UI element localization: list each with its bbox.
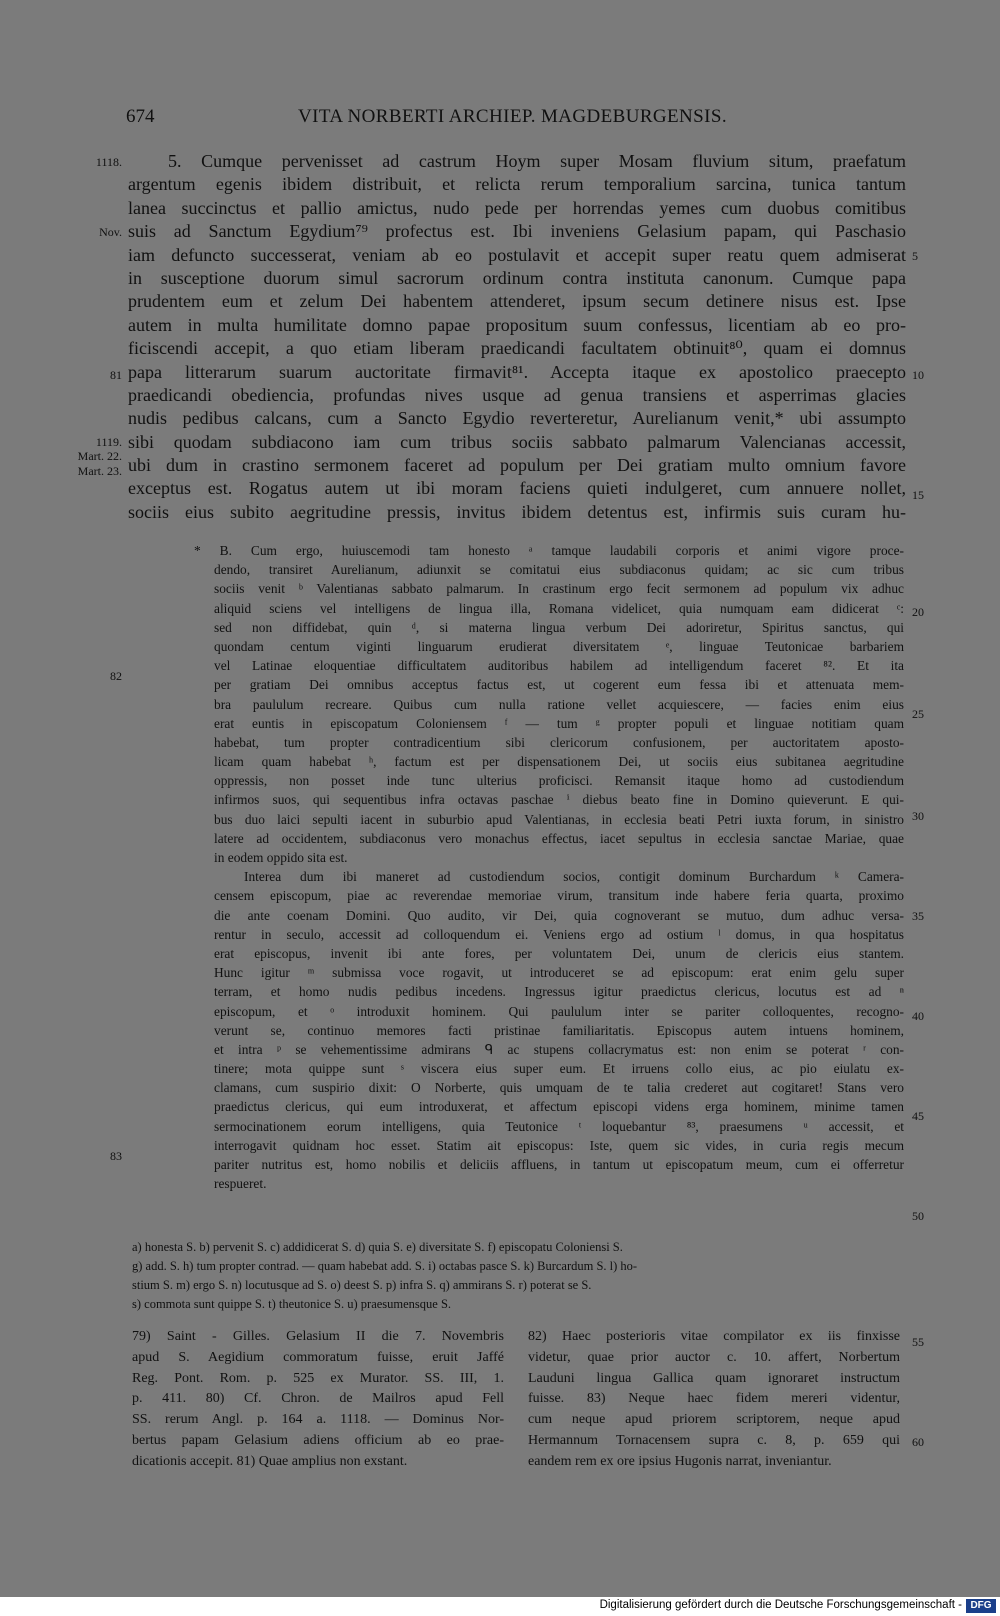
running-title: VITA NORBERTI ARCHIEP. MAGDEBURGENSIS. xyxy=(298,106,727,127)
funding-credit: Digitalisierung gefördert durch die Deutsche Forschungsgemeinschaft - xyxy=(599,1599,962,1611)
footnote-line: videtur, quae prior auctor c. 10. affert, Norbertum xyxy=(528,1349,900,1365)
note-line: infirmos suos, qui sequentibus infra octavas paschae ⁱ diebus beato fine in Domino quieverunt. E qui- xyxy=(214,792,904,808)
note-line: terram, et homo nudis pedibus incedens. Ingressus igitur praedictus clericus, locutus est ad ⁿ xyxy=(214,984,904,1000)
note-line: verunt se, continuo memores facti pristinae familiaritatis. Episcopus autem intuens hominem, xyxy=(214,1022,904,1038)
note-line: respueret. xyxy=(214,1176,267,1192)
text-line: autem in multa humilitate domno papae propositum suum confessus, licentiam ab eo pro- xyxy=(128,314,906,335)
margin-year-1119: 1119. xyxy=(95,435,122,449)
note-line: sed non diffidebat, quin ᵈ, si materna lingua verbum Dei adoriretur, Spiritus sanctus, qui xyxy=(214,619,904,635)
note-line: pariter nutritus est, homo nobilis et deliciis affluens, in tantum ut episcopatum meum, cum ei offerretur xyxy=(214,1157,904,1172)
footnote-line: Lauduni lingua Gallica quam ignoraret instructum xyxy=(528,1370,900,1386)
line-number: 20 xyxy=(912,605,924,619)
note-line: habebat, tum propter contradicentium sibi clericorum confusionem, per auctoritatem aposto- xyxy=(214,734,904,750)
note-line: licam quam habebat ʰ, factum est per dispensationem Dei, ut sociis eius subitanea aegritudine xyxy=(214,754,904,770)
page-header xyxy=(0,106,1000,136)
variant-line: g) add. S. h) tum propter contrad. — quam habebat add. S. i) octabas pasce S. k) Burcardum S. l) ho- xyxy=(132,1259,638,1273)
footnote-line: 82) Haec posterioris vitae compilator ex iis finxisse xyxy=(528,1329,900,1344)
text-line: argentum egenis ibidem distribuit, et relicta rerum temporalium sarcina, tunica tantum xyxy=(128,174,906,195)
digitization-footer xyxy=(0,1597,1000,1616)
margin-note-81: 81 xyxy=(110,368,122,382)
footnote-line: SS. rerum Angl. p. 164 a. 1118. — Dominus Nor- xyxy=(132,1412,504,1428)
footnote-line: eandem rem ex ore ipsius Hugonis narrat, inveniantur. xyxy=(528,1453,832,1469)
margin-year-1118: 1118. xyxy=(95,155,122,169)
margin-nov: Nov. xyxy=(99,225,122,239)
line-number: 5 xyxy=(912,249,918,263)
note-line: Hunc igitur ᵐ submissa voce rogavit, ut introduceret se ad episcopum: erat enim gelu super xyxy=(214,965,904,981)
footnote-line: 79) Saint - Gilles. Gelasium II die 7. Novembris xyxy=(132,1329,504,1344)
note-line: clamans, cum suspirio dixit: O Norberte, quis umquam de te talia crederet aut cogitaret! Stans vero xyxy=(214,1080,904,1096)
line-number: 50 xyxy=(912,1209,924,1223)
note-line: censem episcopum, piae ac reverendae memoriae virum, transitum inde habere feria quarta, proximo xyxy=(214,888,904,904)
text-line: prudentem eum et zelum Dei habentem attenderet, ipsum secum detinere nisus est. Ipse xyxy=(128,291,906,312)
footnote-line: apud S. Aegidium commoratum fuisse, eruit Jaffé xyxy=(132,1349,504,1365)
note-line: interrogavit quidnam hoc esset. Statim ait episcopus: Iste, quem sic vides, in curia regis mecum xyxy=(214,1137,904,1153)
footnotes-right-column xyxy=(528,1327,900,1473)
note-line: bus duo laici sepulti iacent in suburbio apud Valentianas, in ecclesia beati Petri iuxta forum, in sinistro xyxy=(214,811,904,827)
note-line: aliquid sciens vel intelligens de lingua illa, Romana videlicet, quia numquam eam didicerat ᶜ: xyxy=(214,600,904,616)
page-number: 674 xyxy=(126,106,155,127)
footnote-line: p. 411. 80) Cf. Chron. de Mailros apud Fell xyxy=(132,1391,504,1407)
note-line: sermocinationem eorum intelligens, quia Teutonice ᵗ loquebantur ⁸³, praesumens ᵘ accessit, et xyxy=(214,1118,904,1134)
footnote-line: bertus papam Gelasium adiens officium ab eo prae- xyxy=(132,1432,504,1448)
note-line: latere ad occidentem, subdiaconus vero monachus effectus, iacet sepultus in ecclesia sanctae Mariae, quae xyxy=(214,830,904,846)
dfg-logo: DFG xyxy=(966,1599,996,1613)
text-line: exceptus est. Rogatus autem ut ibi moram faciens quieti indulgeret, cum annuere nollet, xyxy=(128,478,906,499)
note-line: in eodem oppido sita est. xyxy=(214,850,348,865)
margin-note-82: 82 xyxy=(110,669,122,683)
variant-line: a) honesta S. b) pervenit S. c) addidicerat S. d) quia S. e) diversitate S. f) episcopatu Coloniensi S. xyxy=(132,1240,623,1254)
note-line: sociis venit ᵇ Valentianas sabbato palmarum. In crastinum ergo fecit sermonem ad populum vix adhuc xyxy=(214,581,904,597)
footnotes-left-column xyxy=(132,1327,504,1473)
note-line: et intra ᵖ se vehementissime admirans ᑫ ac stupens collacrymatus est: non enim se poterat ʳ con- xyxy=(214,1041,904,1057)
margin-note-83: 83 xyxy=(110,1149,122,1163)
note-line: vel Latinae eloquentiae difficultatem auditoribus habilem ad intelligendum faceret ⁸². Et ita xyxy=(214,658,904,674)
variant-line: s) commota sunt quippe S. t) theutonice S. u) praesumensque S. xyxy=(132,1297,452,1311)
text-line: lanea succinctus et pallio amictus, nudo pede per horrendas yemes cum duobus comitibus xyxy=(128,197,906,218)
text-line: sibi quodam subdiacono iam cum tribus sociis sabbato palmarum Valencianas accessit, xyxy=(128,431,906,452)
note-line: * B. Cum ergo, huiuscemodi tam honesto ᵃ tamque laudabili corporis et animi vigore proce- xyxy=(194,543,904,558)
note-line: praedictus clericus, qui eum introduxerat, et affectum episcopi videns erga hominem, minime tamen xyxy=(214,1099,904,1115)
footnote-line: dicationis accepit. 81) Quae amplius non exstant. xyxy=(132,1453,408,1469)
text-line: iam defuncto successerat, veniam ab eo postulavit et accepit super reatu quem admiserat xyxy=(128,244,906,265)
note-line: oppressis, non posset inde tunc ulterius proficisci. Remansit itaque homo ad custodiendum xyxy=(214,773,904,789)
note-line: erat episcopus, invenit ibi ante fores, per voluntatem Dei, unum de clericis eius stantem. xyxy=(214,945,904,961)
text-line: sociis eius subito aegritudine pressis, invitus ibidem detentus est, infirmis suis curam hu- xyxy=(128,501,906,522)
line-number: 45 xyxy=(912,1109,924,1123)
footnote-line: Hermannum Tornacensem supra c. 8, p. 659 qui xyxy=(528,1432,900,1448)
line-number: 60 xyxy=(912,1435,924,1449)
line-number: 35 xyxy=(912,909,924,923)
text-line: ubi dum in crastino sermonem faceret ad populum per Dei gratiam multo omnium favore xyxy=(128,455,906,476)
text-line: praedicandi obediencia, profundas nives usque ad genua transiens et asperrimas glacies xyxy=(128,384,906,405)
line-number: 10 xyxy=(912,368,924,382)
footnote-line: cum neque apud priorem scriptorem, neque apud xyxy=(528,1412,900,1428)
note-line: quondam centum viginti linguarum erudierat diversitatem ᵉ, linguae Teutonicae barbariem xyxy=(214,638,904,654)
note-line: episcopum, et ᵒ introduxit hominem. Qui paululum inter se pariter colloquentes, recogno- xyxy=(214,1003,904,1019)
margin-mart-22: Mart. 22. xyxy=(77,449,122,463)
variant-line: stium S. m) ergo S. n) locutusque ad S. o) deest S. p) infra S. q) ammirans S. r) poterat se S. xyxy=(132,1278,592,1292)
line-number: 40 xyxy=(912,1009,924,1023)
footnotes xyxy=(132,1327,908,1467)
text-line: nudis pedibus calcans, cum a Sancto Egydio reverteretur, Aurelianum venit,* ubi assumpto xyxy=(128,408,906,429)
text-line: ficiscendi accepit, a quo etiam liberam praedicandi facultatem obtinuit⁸⁰, quam ei domnus xyxy=(128,338,906,359)
line-number: 15 xyxy=(912,488,924,502)
note-line: Interea dum ibi maneret ad custodiendum socios, contigit dominum Burchardum ᵏ Camera- xyxy=(244,869,904,885)
text-line: 5. Cumque pervenisset ad castrum Hoym super Mosam fluvium situm, praefatum xyxy=(168,151,906,171)
line-number: 25 xyxy=(912,707,924,721)
line-number: 55 xyxy=(912,1335,924,1349)
text-line: papa litterarum suarum auctoritate firmavit⁸¹. Accepta itaque ex apostolico praecepto xyxy=(128,361,906,382)
text-line: suis ad Sanctum Egydium⁷⁹ profectus est. Ibi inveniens Gelasium papam, qui Paschasio xyxy=(128,221,906,242)
note-line: dendo, transiret Aurelianum, adiunxit se comitatui eius subdiaconus quidam; ac sic cum tribus xyxy=(214,562,904,578)
line-number: 30 xyxy=(912,809,924,823)
note-line: erat euntis in episcopatum Coloniensem ᶠ — tum ᵍ propter populi et linguae notitiam quam xyxy=(214,715,904,731)
variant-apparatus xyxy=(132,1238,908,1314)
footnote-line: fuisse. 83) Neque haec fidem mereri videntur, xyxy=(528,1391,900,1407)
note-line: rentur in seculo, accessit ad colloquendum ei. Veniens ergo ad ostium ˡ domus, in qua hospitatus xyxy=(214,926,904,942)
note-line: bra paululum recreare. Quibus cum nulla ratione vellet acquiescere, — facies enim eius xyxy=(214,696,904,712)
note-line: die ante coenam Domini. Quo audito, vir Dei, quia cognoverant se mutuo, dum adhuc versa- xyxy=(214,907,904,923)
footnote-line: Reg. Pont. Rom. p. 525 ex Murator. SS. III, 1. xyxy=(132,1370,504,1386)
note-line: tinere; mota quippe sunt ˢ viscera eius super eum. Et irruens collo eius, ac pio eiulatu ex- xyxy=(214,1061,904,1077)
main-text xyxy=(128,150,906,524)
margin-mart-23: Mart. 23. xyxy=(77,464,122,478)
text-line: in susceptione duorum simul sacrorum ordinum contra instituta canonum. Cumque papa xyxy=(128,267,906,288)
note-line: per gratiam Dei omnibus acceptus factus est, ut cogerent eum fessa ibi et attenuata mem- xyxy=(214,677,904,693)
variant-version-note xyxy=(194,541,904,1193)
